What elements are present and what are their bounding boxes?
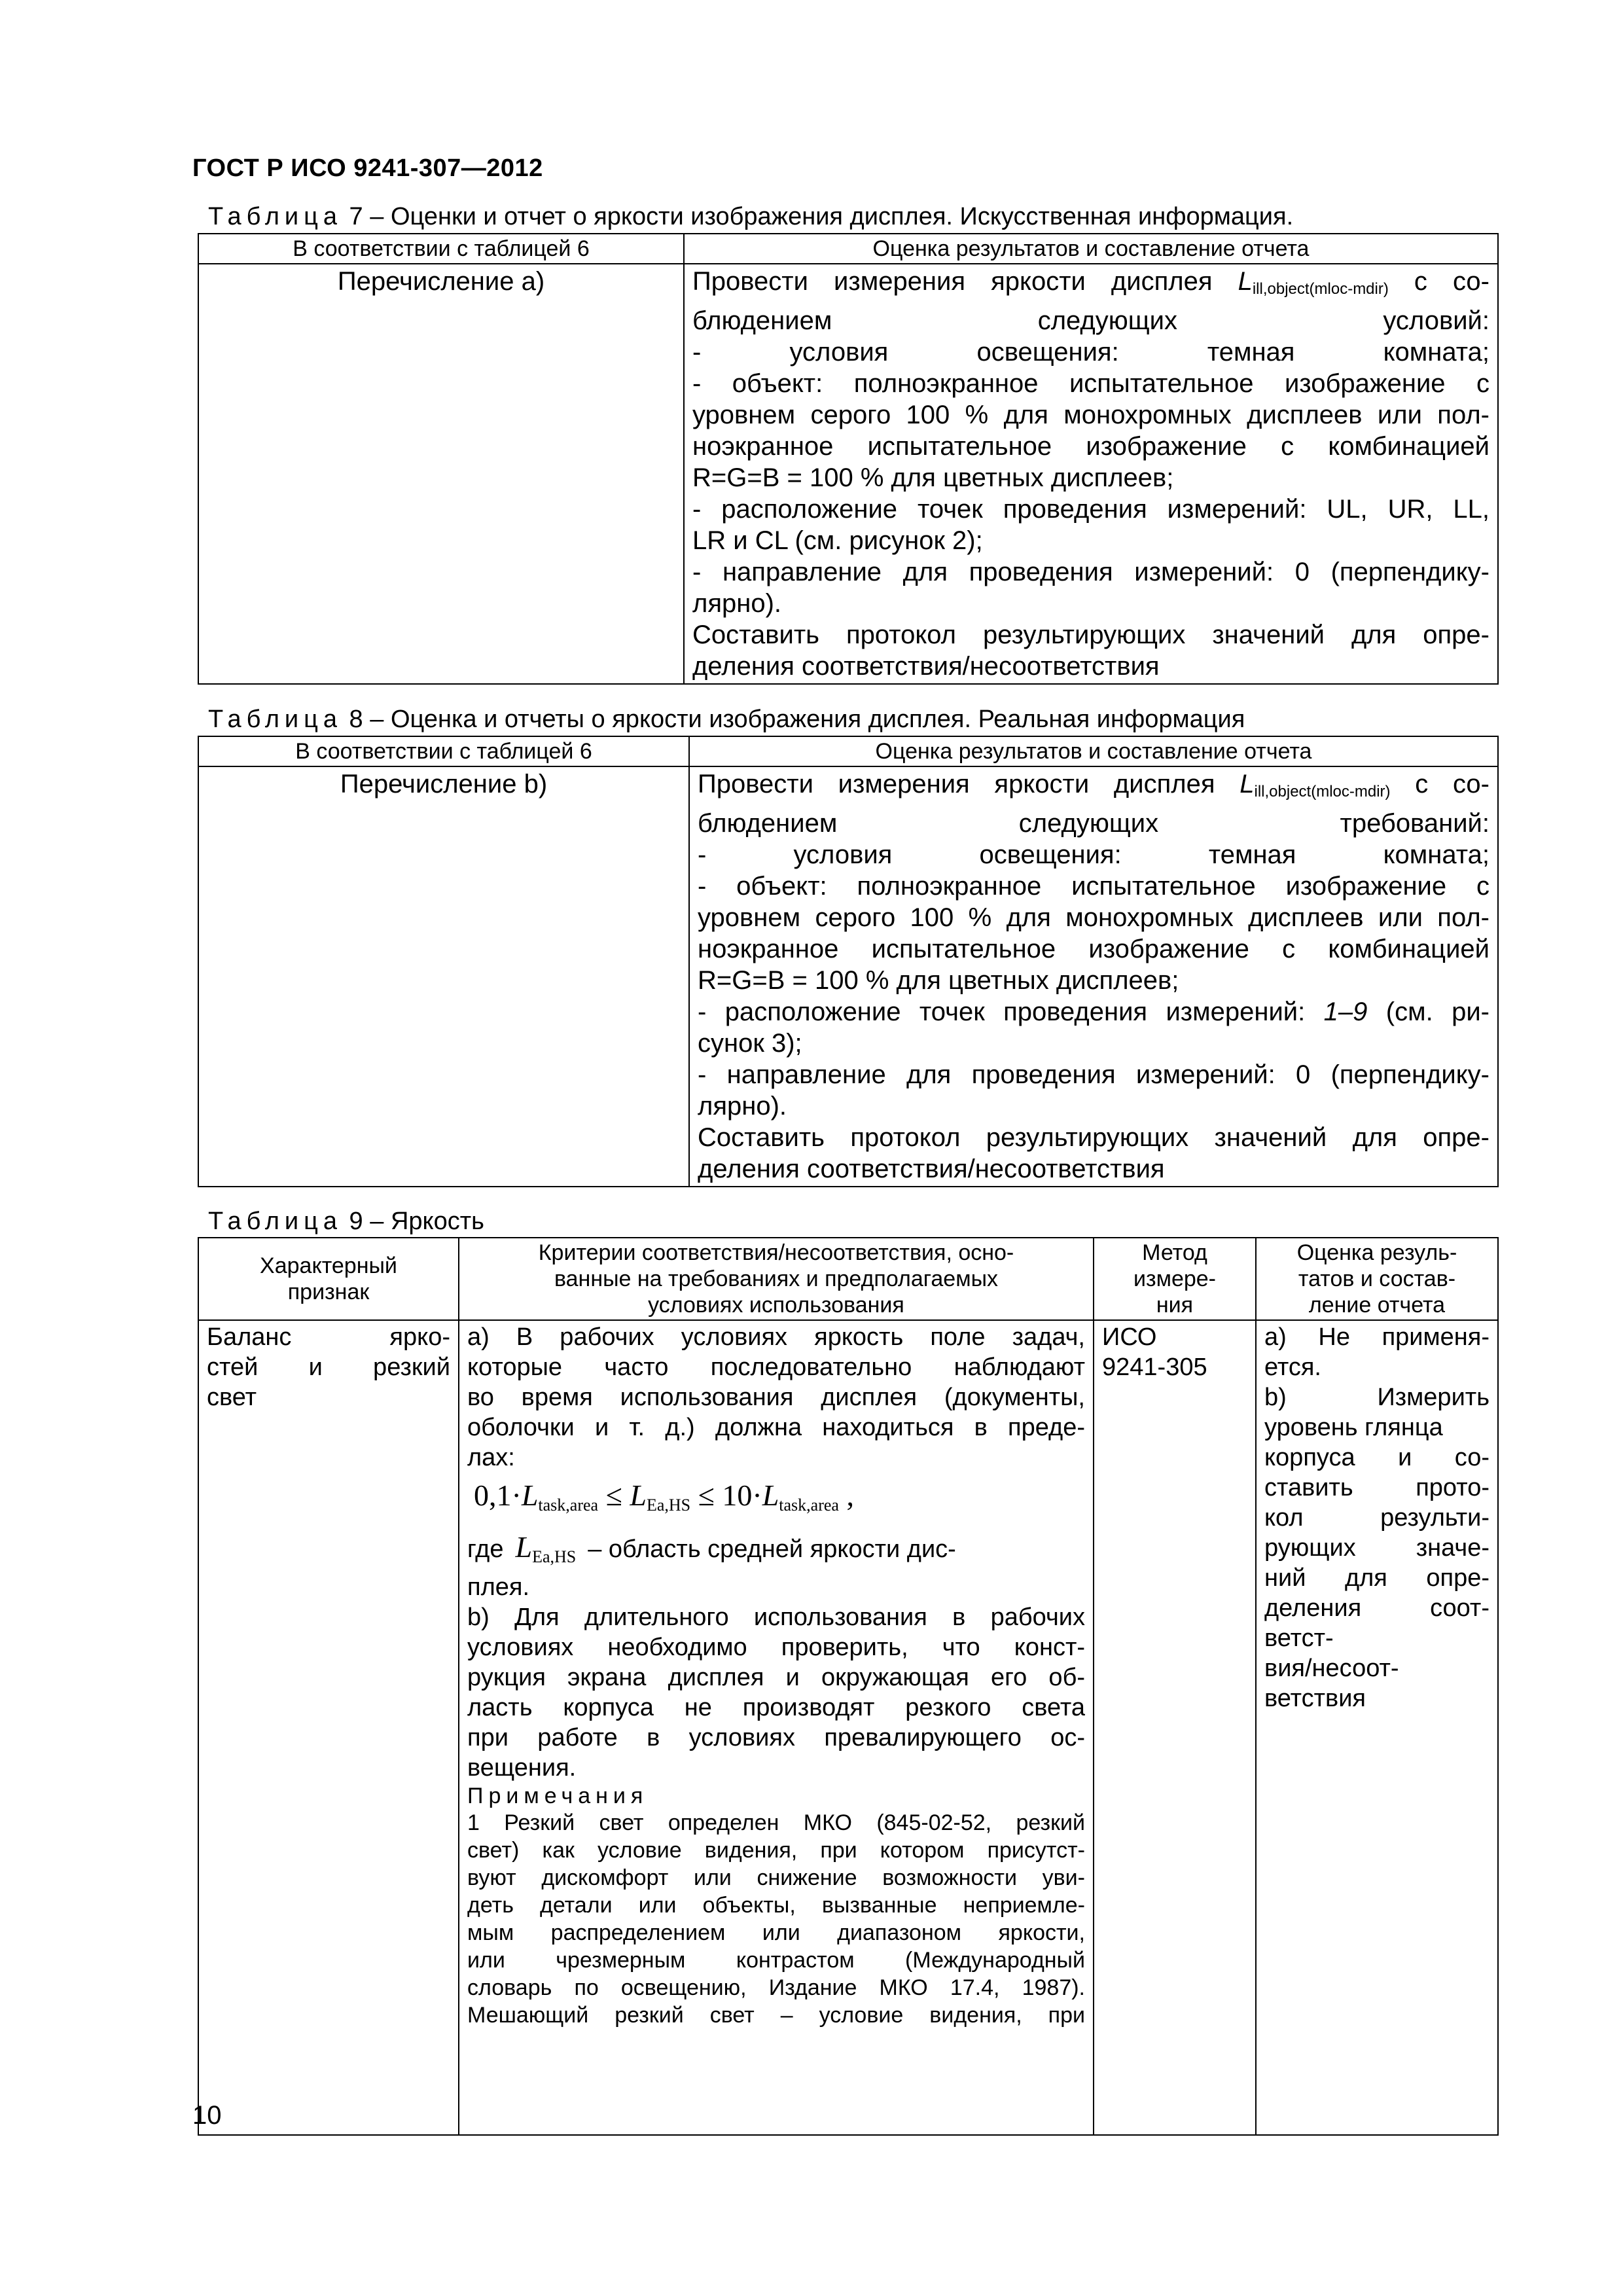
criteria-a-line: а) В рабочих условиях яркость поле задач,: [467, 1323, 1085, 1351]
table8-line: - направление для проведения измерений: 0 (перпендику-: [698, 1060, 1489, 1089]
table7-line: Составить протокол результирующих значений для опре-: [692, 620, 1489, 649]
criteria-a-line: лах:: [467, 1444, 515, 1471]
note-line: или чрезмерным контрастом (Международный: [467, 1948, 1085, 1973]
table9-caption-word: Таблица: [208, 1208, 342, 1235]
table7-line: - направление для проведения измерений: 0 (перпендику-: [692, 558, 1489, 586]
table8-caption: [208, 706, 1245, 734]
table8-line-first: Провести измерения яркости дисплея $L_{ill,object(mloc-mdir)}$ с со-: [698, 770, 1490, 800]
table9-caption: [208, 1208, 484, 1236]
criteria-b-line: вещения.: [467, 1754, 577, 1782]
table8-line: - условия освещения: темная комната;: [698, 840, 1489, 869]
table7: [198, 233, 1499, 685]
note-line: свет) как условие видения, при котором присутст-: [467, 1838, 1085, 1863]
table9-caption-text: 9 – Яркость: [342, 1208, 484, 1235]
table7-line-first: Провести измерения яркости дисплея $L_{ill,object(mloc-mdir)}$ с со-: [692, 267, 1489, 298]
table9-evaluation-cell: а) Не применя- ется. b) Измерить уровень глянца корпуса и со- ставить прото- кол результи- рующих значе- ний для опре- деления соот- ветст- вия/несоот- ветствия: [1256, 1320, 1498, 2135]
table8-header-col2: Оценка результатов и составление отчета: [689, 736, 1498, 766]
note-line: 1 Резкий свет определен МКО (845-02-52, резкий: [467, 1810, 1085, 1835]
table9-feature-cell: Баланс ярко- стей и резкий свет: [198, 1320, 459, 2135]
luminance-subscript: ill,object(mloc-mdir): [1252, 280, 1389, 298]
criteria-a-line: оболочки и т. д.) должна находиться в преде-: [467, 1414, 1085, 1441]
table7-line: LR и CL (см. рисунок 2);: [692, 526, 983, 555]
criteria-a-line: во время использования дисплея (документы,: [467, 1384, 1085, 1411]
table8-line: деления соответствия/несоответствия: [698, 1155, 1165, 1183]
criteria-a-line: которые часто последовательно наблюдают: [467, 1354, 1085, 1381]
table8-row-label: Перечисление b): [198, 766, 689, 1187]
table7-line: R=G=B = 100 % для цветных дисплеев;: [692, 463, 1174, 492]
luminance-symbol: L: [1238, 267, 1253, 296]
table8-line: R=G=B = 100 % для цветных дисплеев;: [698, 966, 1179, 995]
criteria-b-line: при работе в условиях превалирующего ос-: [467, 1724, 1085, 1751]
table7-header-col1: В соответствии с таблицей 6: [198, 234, 684, 264]
document-header: ГОСТ Р ИСО 9241-307—2012: [192, 154, 543, 182]
table8-caption-word: Таблица: [208, 706, 342, 733]
table9-method-cell: ИСО 9241-305: [1094, 1320, 1256, 2135]
page-number: 10: [192, 2101, 222, 2130]
table8-evaluation-cell: [689, 766, 1498, 1187]
note-line: деть детали или объекты, вызванные неприемле-: [467, 1893, 1085, 1918]
table7-line: ноэкранное испытательное изображение с комбинацией: [692, 432, 1489, 461]
table7-line: - объект: полноэкранное испытательное изображение с: [692, 369, 1489, 398]
table8-line: Составить протокол результирующих значений для опре-: [698, 1123, 1489, 1152]
criteria-b-line: рукция экрана дисплея и окружающая его об-: [467, 1664, 1085, 1691]
table9-header-evaluation: Оценка резуль- татов и состав- ление отчета: [1256, 1238, 1498, 1320]
table8-line: ноэкранное испытательное изображение с комбинацией: [698, 935, 1489, 963]
note-line: Мешающий резкий свет – условие видения, при: [467, 2003, 1085, 2028]
luminance-symbol: L: [1240, 770, 1255, 798]
table7-line: блюдением следующих условий:: [692, 306, 1489, 335]
table8-line-points: - расположение точек проведения измерений: 1–9 (см. ри-: [698, 997, 1489, 1026]
points-range: 1–9: [1323, 997, 1368, 1026]
where-symbol: LEa,HS: [515, 1530, 577, 1566]
table8-line: блюдением следующих требований:: [698, 809, 1489, 838]
where-line: где LEa,HS – область средней яркости дис-: [467, 1532, 1085, 1572]
note-line: мым распределением или диапазоном яркости,: [467, 1920, 1085, 1945]
table8-header-col1: В соответствии с таблицей 6: [198, 736, 689, 766]
table8-line: сунок 3);: [698, 1029, 802, 1058]
table7-line: лярно).: [692, 589, 782, 618]
criteria-b-line: условиях необходимо проверить, что конст-: [467, 1634, 1085, 1661]
notes-title: Примечания: [467, 1784, 649, 1808]
criteria-b-line: b) Для длительного использования в рабочих: [467, 1604, 1085, 1631]
table9-header-method: Метод измере- ния: [1094, 1238, 1256, 1320]
table7-caption-word: Таблица: [208, 203, 342, 230]
criteria-where-last: плея.: [467, 1573, 530, 1601]
table8-line: - объект: полноэкранное испытательное изображение с: [698, 872, 1489, 901]
table8: [198, 736, 1499, 1187]
table7-line: деления соответствия/несоответствия: [692, 652, 1160, 681]
table8-line: лярно).: [698, 1092, 787, 1121]
table9-header-criteria: Критерии соответствия/несоответствия, осно- ванные на требованиях и предполагаемых условиях использования: [459, 1238, 1094, 1320]
table7-line: уровнем серого 100 % для монохромных дисплеев или пол-: [692, 401, 1489, 429]
table9-criteria-cell: [459, 1320, 1094, 2135]
note-line: вуют дискомфорт или снижение возможности уви-: [467, 1865, 1085, 1890]
table8-caption-text: 8 – Оценка и отчеты о яркости изображения дисплея. Реальная информация: [342, 706, 1245, 733]
table7-caption: [208, 203, 1293, 231]
table7-row-label: Перечисление а): [198, 264, 684, 684]
criteria-b-line: ласть корпуса не производят резкого света: [467, 1694, 1085, 1721]
table9: [198, 1237, 1499, 2136]
table7-line: - расположение точек проведения измерений: UL, UR, LL,: [692, 495, 1489, 524]
luminance-subscript: ill,object(mloc-mdir): [1254, 783, 1391, 800]
table7-line: - условия освещения: темная комната;: [692, 338, 1489, 367]
luminance-formula: 0,1·Ltask,area ≤ LEa,HS ≤ 10·Ltask,area ,: [474, 1479, 854, 1515]
table8-line: уровнем серого 100 % для монохромных дисплеев или пол-: [698, 903, 1489, 932]
table9-header-feature: Характерный признак: [198, 1238, 459, 1320]
note-line: словарь по освещению, Издание МКО 17.4, 1987).: [467, 1975, 1085, 2000]
table7-header-col2: Оценка результатов и составление отчета: [684, 234, 1498, 264]
table7-evaluation-cell: [684, 264, 1498, 684]
table7-caption-text: 7 – Оценки и отчет о яркости изображения дисплея. Искусственная информация.: [342, 203, 1294, 230]
